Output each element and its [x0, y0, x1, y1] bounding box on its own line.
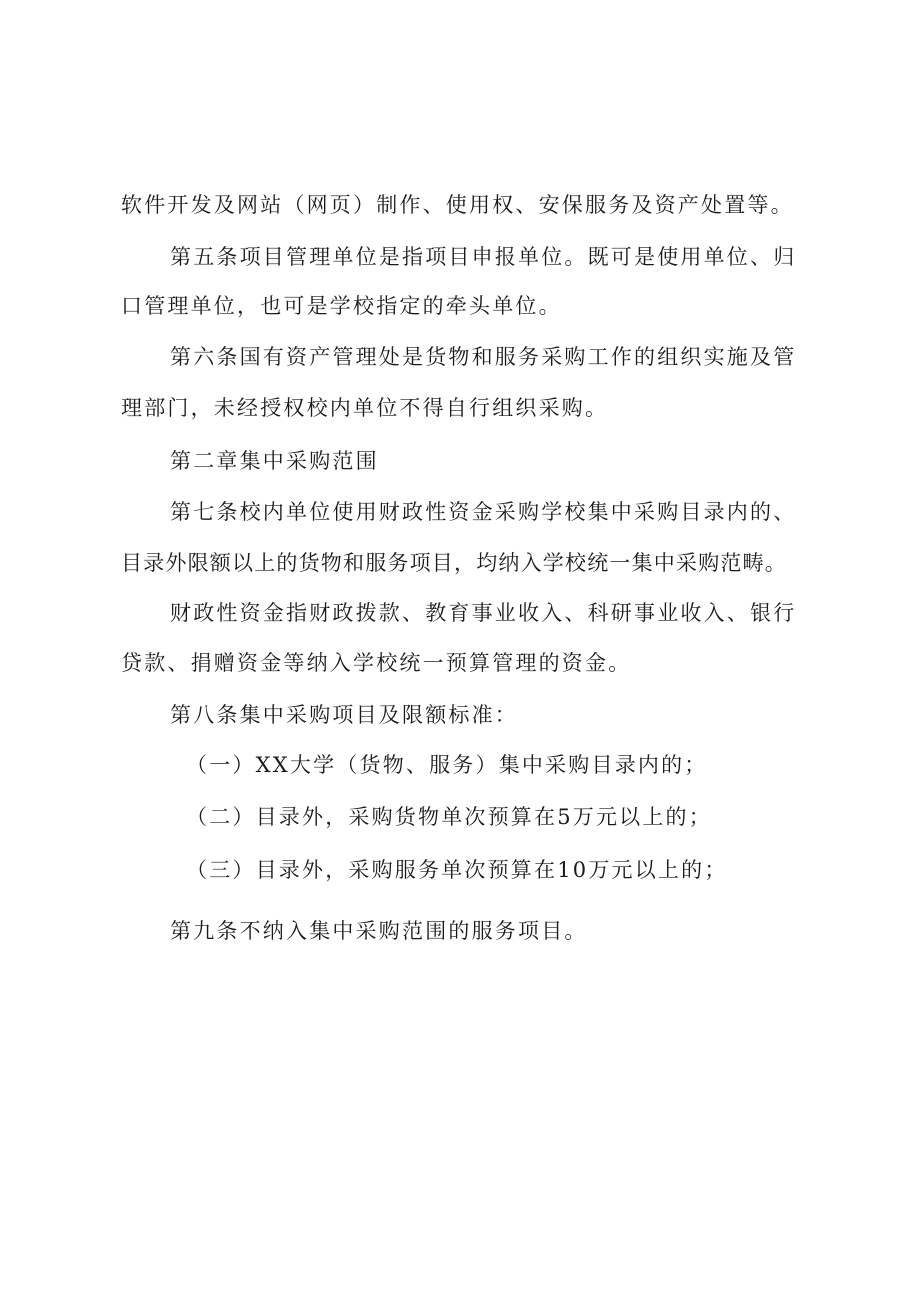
text-line-10: 贷款、捐赠资金等纳入学校统一预算管理的资金。	[121, 651, 632, 675]
text-line-11: 第八条集中采购项目及限额标准：	[170, 703, 518, 727]
text-line-7: 第七条校内单位使用财政性资金采购学校集中采购目录内的、	[170, 500, 797, 524]
text-line-1: 软件开发及网站（网页）制作、使用权、安保服务及资产处置等。	[121, 193, 794, 217]
text-line-9: 财政性资金指财政拨款、教育事业收入、科研事业收入、银行	[170, 601, 797, 625]
text-line-2: 第五条项目管理单位是指项目申报单位。既可是使用单位、归	[170, 245, 797, 269]
text-line-5: 理部门，未经授权校内单位不得自行组织采购。	[121, 396, 609, 420]
text-line-8: 目录外限额以上的货物和服务项目，均纳入学校统一集中采购范畴。	[121, 551, 787, 575]
text-line-4: 第六条国有资产管理处是货物和服务采购工作的组织实施及管	[170, 345, 797, 369]
list-item-1: （一）XX大学（货物、服务）集中采购目录内的；	[186, 753, 708, 777]
chapter-heading: 第二章集中采购范围	[170, 449, 379, 473]
text-line-15: 第九条不纳入集中采购范围的服务项目。	[170, 919, 588, 943]
list-item-3: （三）目录外，采购服务单次预算在10万元以上的；	[186, 858, 728, 882]
text-line-3: 口管理单位，也可是学校指定的牵头单位。	[121, 294, 562, 318]
list-item-2: （二）目录外，采购货物单次预算在5万元以上的；	[186, 805, 712, 829]
